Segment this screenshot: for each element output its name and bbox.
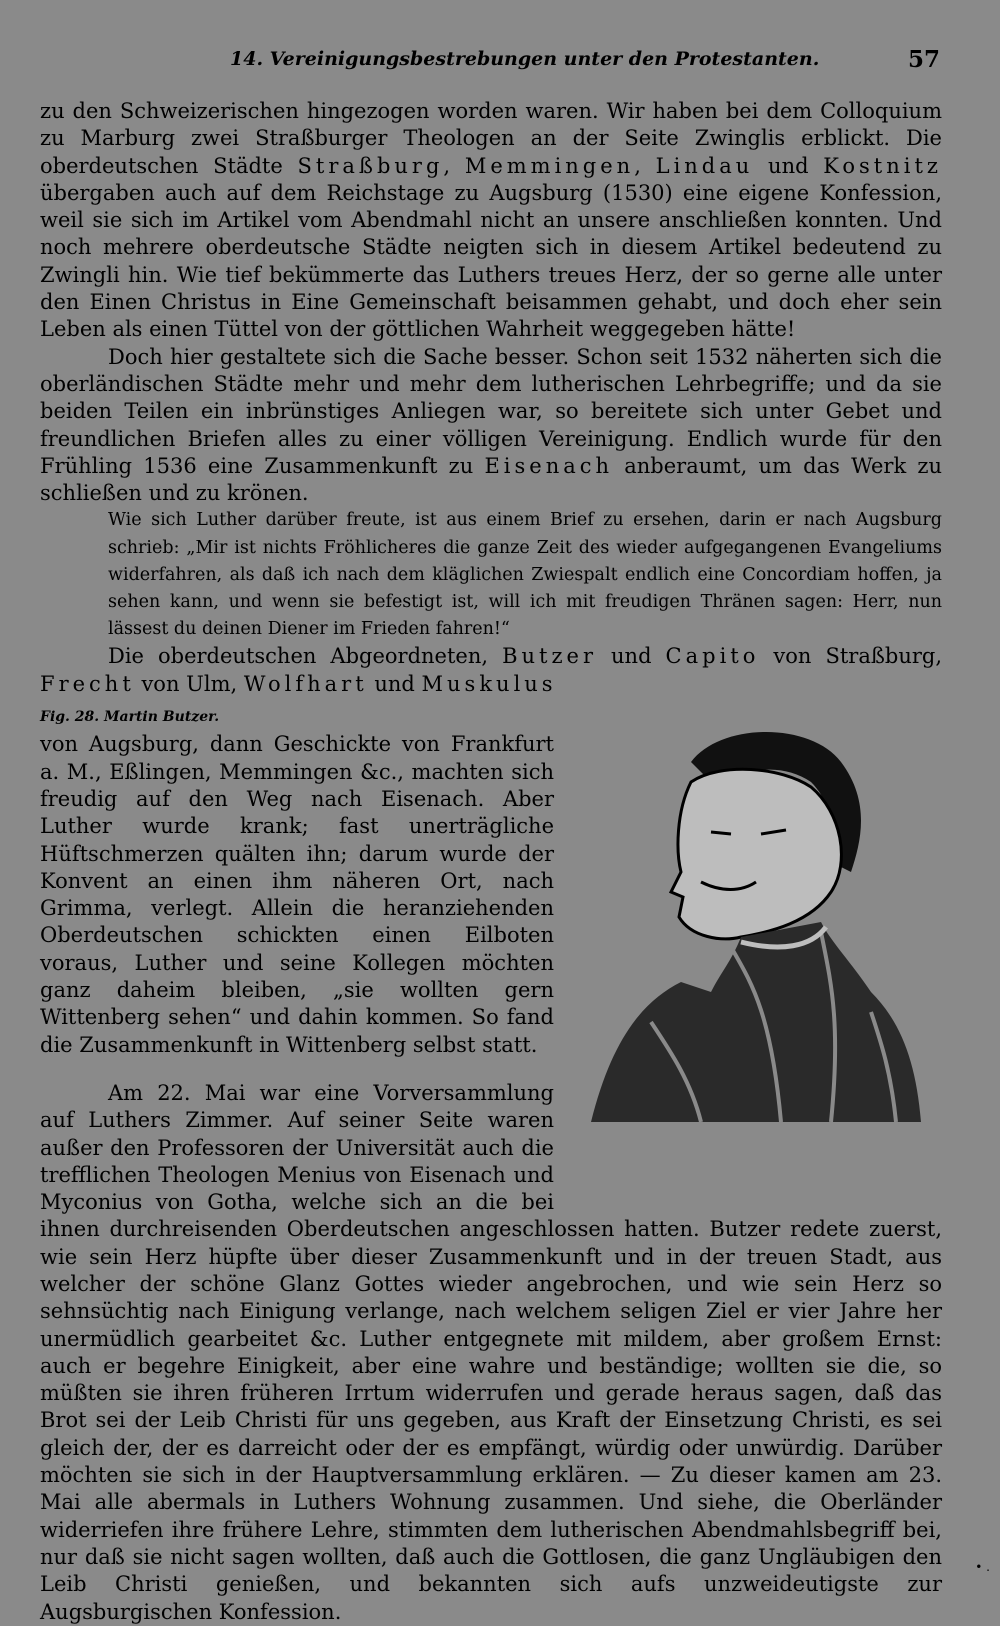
sep: und	[597, 644, 666, 669]
sep: ,	[634, 153, 656, 178]
running-header	[40, 44, 940, 84]
person-name: Muskulus	[421, 671, 557, 696]
page-number: 57	[907, 46, 940, 73]
paragraph-4: Am 22. Mai war eine Vorversammlung auf Luthers Zimmer. Auf seiner Seite waren außer den Professoren der Universität auch die trefflichen Theologen Menius von Eisenach und Myconius von Gotha, welche sich an die bei ihnen durchreisenden Oberdeutschen angeschlossen hatten. Butzer redete zuerst, wie sein Herz hüpfte über dieser Zusammenkunft und in der treuen Stadt, aus welcher der schöne Glanz Gottes wieder angebrochen, und wie sein Herz so sehnsüchtig nach Einigung verlange, nach welchem seligen Ziel er vier Jahre her unermüdlich gearbeitet &c. Luther entgegnete mit mildem, aber großem Ernst: auch er begehre Einigkeit, aber eine wahre und beständige; wollten sie die, so müßten sie ihren früheren Irrtum widerrufen und gerade heraus sagen, daß das Brot sei der Leib Christi für uns gegeben, aus Kraft der Einsetzung Christi, es sei gleich der, der es darreicht oder der es empfängt, würdig oder unwürdig. Darüber möchten sie sich in der Hauptversammlung erklären. — Zu dieser kamen am 23. Mai alle abermals in Luthers Wohnung zusammen. Und siehe, die Oberländer widerriefen ihre frühere Lehre, stimmten dem lutherischen Abendmahlsbegriff bei, nur daß sie nicht sagen wollten, daß auch die Gottlosen, die ganz Ungläubigen den Leib Christi genießen, und bekannten sich aufs unzweideutigste zur Augsburgischen Konfession.	[40, 1080, 942, 1624]
text: Die oberdeutschen Abgeordneten,	[108, 644, 489, 669]
quote-block: Wie sich Luther darüber freute, ist aus einem Brief zu ersehen, darin er nach Augsburg schrieb: „Mir ist nichts Fröhlicheres die ganze Zeit des wieder aufgegangenen Evangeliums widerfahren, als daß ich nach dem kläglichen Zwiespalt endlich eine Concordiam hoffen, ja sehen kann, und wenn sie befestigt ist, will ich mit freudigen Thränen sagen: Herr, nun lässest du deinen Diener im Frieden fahren!“	[108, 510, 942, 640]
portrait-illustration	[581, 722, 931, 1122]
person-name: Frecht	[40, 671, 135, 696]
paragraph-2	[40, 344, 942, 508]
portrait-figure	[570, 722, 942, 1202]
sep: von Ulm,	[134, 671, 238, 696]
chapter-title: 14. Vereinigungsbestrebungen unter den Protestanten.	[230, 48, 820, 70]
sep: und	[753, 153, 824, 178]
city-name: Straßburg	[297, 153, 444, 178]
text: zu den Schweizerischen hingezogen worden waren. Wir haben bei dem Colloquium zu Marburg zwei Straßburger Theologen an der Seite Zwinglis erblickt. Die oberdeutschen Städte	[40, 99, 942, 178]
city-name: Memmingen	[464, 153, 635, 178]
person-name: Capito	[665, 644, 760, 669]
paragraph-3	[40, 643, 942, 698]
city-name: Eisenach	[484, 453, 614, 478]
text: anberaumt, um das Werk zu schließen und zu krönen.	[40, 453, 942, 506]
sep: und	[367, 671, 422, 696]
person-name: Butzer	[502, 644, 598, 669]
figure-caption: Fig. 28. Martin Butzer.	[40, 709, 220, 726]
text: Doch hier gestaltete sich die Sache besser. Schon seit 1532 näherten sich die oberländischen Städte mehr und mehr dem lutherischen Lehrbegriffe; und da sie beiden Teilen ein inbrünstiges Anliegen war, so bereitete sich unter Gebet und freundlichen Briefen alles zu einer völligen Vereinigung. Endlich wurde für den Frühling 1536 eine Zusammenkunft zu	[40, 344, 942, 478]
text: übergaben auch auf dem Reichstage zu Augsburg (1530) eine eigene Konfession, weil sie sich im Artikel vom Abendmahl nicht an unsere anschließen konnten. Und noch mehrere oberdeutsche Städte neigten sich in diesem Artikel bedeutend zu Zwingli hin. Wie tief bekümmerte das Luthers treues Herz, der so gerne alle unter den Einen Christus in Eine Gemeinschaft beisammen gehabt, und doch eher sein Leben als einen Tüttel von der göttlichen Wahrheit weggegeben hätte!	[40, 180, 942, 342]
sep: ,	[443, 153, 465, 178]
city-name: Kostnitz	[823, 153, 942, 178]
text: von Augsburg, dann Geschickte von Frankfurt a. M., Eßlingen, Memmingen &c., machten sich freudig auf den Weg nach Eisenach. Aber Luther wurde krank; fast unerträgliche Hüftschmerzen quälten ihn; darum wurde der Konvent an einen ihm näheren Ort, nach Grimma, verlegt. Allein die heranziehenden Oberdeutschen schickten einen Eilboten voraus, Luther und seine Kollegen möchten ganz daheim bleiben, „sie wollten gern Wittenberg sehen“ und dahin kommen. So fand die Zusammenkunft in Wittenberg selbst statt.	[40, 732, 554, 1057]
person-name: Wolfhart	[243, 671, 368, 696]
page-body	[40, 98, 942, 1626]
paragraph-1	[40, 98, 942, 344]
city-name: Lindau	[655, 153, 754, 178]
corner-mark: • .	[975, 1560, 990, 1574]
sep: von Straßburg,	[759, 644, 942, 669]
